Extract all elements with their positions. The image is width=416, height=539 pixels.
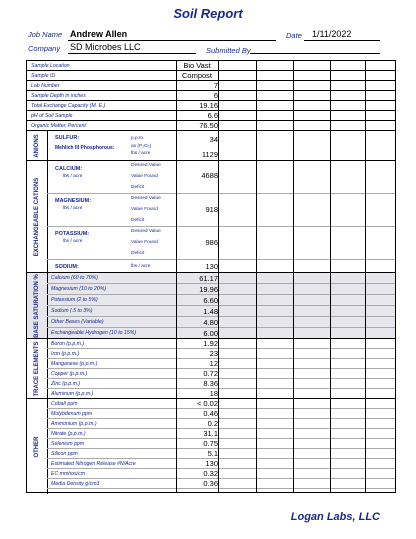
trace-row [47,379,395,389]
other-row [47,439,395,449]
row-value: 130 [205,459,218,468]
row-value: 6 [213,91,218,100]
row-label: Selenium ppm [51,441,85,447]
row-label: Media Density g/cm3 [51,481,100,487]
row-value: 6.60 [203,296,218,305]
row-label: Exchangeable Hydrogen (10 to 15%) [51,330,137,336]
report-title: Soil Report [173,6,243,21]
row-label: Nitrate (p.p.m.) [51,431,86,437]
phosphorous-label: Mehlich III Phosphorous: [55,145,115,151]
magnesium-found: Value Found [131,207,158,212]
sodium-row [47,260,395,273]
sulfur-unit: p.p.m. [131,136,145,141]
magnesium-desired: Desired Value [131,196,161,201]
sodium-value: 130 [205,262,218,271]
row-value: 0.75 [203,439,218,448]
section-divider [47,131,48,160]
trace-row [47,339,395,349]
info-row-depth [27,91,395,101]
submitted-by-label: Submitted By [206,46,251,55]
row-value: 0.72 [203,369,218,378]
row-value: 31.1 [203,429,218,438]
grid-line [218,61,219,492]
row-value: 19.96 [199,285,218,294]
grid-line [293,61,294,492]
anions-section-label: ANIONS [34,133,40,158]
base-row [47,328,395,339]
row-label: Sample Depth in inches [31,93,86,99]
magnesium-value: 918 [205,205,218,214]
row-value: 19.16 [199,101,218,110]
info-row-tec [27,101,395,111]
company-label: Company [28,44,61,53]
row-value: 0.46 [203,409,218,418]
row-value: 0.36 [203,479,218,488]
sulfur-label: SULFUR: [55,135,80,141]
calcium-block [47,161,395,194]
info-row-sample-id [27,71,395,81]
trace-elements-section-label: TRACE ELEMENTS [34,340,40,397]
row-value: 76.50 [199,121,218,130]
other-row [47,419,395,429]
info-row-lab-number [27,81,395,91]
row-label: Other Bases (Variable) [51,319,104,325]
row-label: Sample ID [31,73,56,79]
row-value: 5.1 [207,449,218,458]
calcium-unit: lbs / acre [63,174,83,179]
calcium-value: 4688 [201,171,218,180]
base-saturation-section-label: BASE SATURATION % [34,273,40,338]
row-value: 1.92 [203,339,218,348]
job-name-value: Andrew Allen [70,29,128,39]
trace-row [47,369,395,379]
row-label: Cobalt ppm [51,401,78,407]
row-value: 6.6 [207,111,218,120]
calcium-desired: Desired Value [131,163,161,168]
date-value: 1/11/2022 [312,29,352,39]
row-label: Molybdenum ppm [51,411,93,417]
grid-line [256,61,257,492]
other-row [47,429,395,439]
info-row-ph [27,111,395,121]
info-row-location [27,61,395,71]
row-label: Zinc (p.p.m.) [51,381,81,387]
row-label: Boron (p.p.m.) [51,341,85,347]
base-saturation-section [27,273,395,339]
base-row [47,284,395,295]
potassium-block [47,227,395,260]
other-section [27,399,395,494]
row-value: 0.2 [207,419,218,428]
trace-row [47,349,395,359]
trace-row [47,359,395,369]
submitted-by-underline [250,53,380,54]
row-label: Magnesium (10 to 20%) [51,286,107,292]
row-label: Sodium (.5 to 3%) [51,308,93,314]
row-label: EC mmhos/cm [51,471,86,477]
row-label: Total Exchange Capacity (M. E.) [31,103,106,109]
calcium-deficit: Deficit [131,185,145,190]
other-row [47,469,395,479]
potassium-label: POTASSIUM: [55,231,90,237]
report-table [26,60,396,493]
sodium-label: SODIUM: [55,264,79,270]
row-label: Ammonium (p.p.m.) [51,421,97,427]
magnesium-unit: lbs / acre [63,206,83,211]
magnesium-deficit: Deficit [131,218,145,223]
trace-row [47,389,395,399]
row-value: 1.48 [203,307,218,316]
row-value: Compost [181,71,212,80]
other-row [47,399,395,409]
row-value: 12 [209,359,218,368]
row-label: Iron (p.p.m.) [51,351,80,357]
potassium-deficit: Deficit [131,251,145,256]
row-value: 0.32 [203,469,218,478]
info-row-organic-matter [27,121,395,131]
anions-section [27,131,395,161]
base-row [47,295,395,306]
row-label: Potassium (2 to 5%) [51,297,98,303]
magnesium-block [47,194,395,227]
potassium-value: 986 [205,238,218,247]
other-row [47,479,395,489]
cations-section [27,161,395,273]
calcium-found: Value Found [131,174,158,179]
row-value: 7 [213,81,218,90]
grid-line [176,61,177,492]
row-label: Estimated Nitrogen Release #N/Acre [51,461,136,467]
job-name-underline [68,40,276,41]
company-value: SD Microbes LLC [70,42,141,52]
row-value: 4.80 [203,318,218,327]
grid-line [365,61,366,492]
lab-name-footer: Logan Labs, LLC [290,511,380,523]
phosphorous-value: 1129 [201,150,218,159]
row-value: 8.36 [203,379,218,388]
company-underline [68,53,196,54]
base-row [47,306,395,317]
row-value: 6.00 [203,329,218,338]
other-row [47,409,395,419]
potassium-unit: lbs / acre [63,239,83,244]
row-value: < 0.02 [196,399,218,408]
grid-line [330,61,331,492]
date-underline [304,40,380,41]
other-row [47,459,395,469]
base-row [47,317,395,328]
row-label: Aluminum (p.p.m.) [51,391,94,397]
row-label: Lab Number [31,83,60,89]
date-label: Date [286,31,302,40]
row-label: Copper (p.p.m.) [51,371,88,377]
row-value: 61.17 [199,274,218,283]
calcium-label: CALCIUM: [55,166,83,172]
sodium-unit: lbs / acre [131,264,151,269]
trace-elements-section [27,339,395,399]
row-value: 18 [209,389,218,398]
job-name-label: Job Name [28,30,63,39]
row-value: 23 [209,349,218,358]
magnesium-label: MAGNESIUM: [55,198,92,204]
row-label: Manganese (p.p.m.) [51,361,98,367]
row-label: Organic Matter, Percent [31,123,86,129]
phosphorous-unit: as (P₂O₅) [131,144,152,149]
sulfur-value: 34 [209,135,218,144]
base-row [47,273,395,284]
other-section-label: OTHER [34,436,40,457]
potassium-found: Value Found [131,240,158,245]
row-label: Calcium (60 to 70%) [51,275,98,281]
row-label: Sample Location [31,63,70,69]
row-value: Bio Vast [183,61,211,70]
potassium-desired: Desired Value [131,229,161,234]
other-row [47,449,395,459]
row-label: Silicon ppm [51,451,78,457]
row-label: pH of Soil Sample [31,113,73,119]
phosphorous-unit-2: lbs / acre [131,151,151,156]
cations-section-label: EXCHANGEABLE CATIONS [34,177,40,256]
